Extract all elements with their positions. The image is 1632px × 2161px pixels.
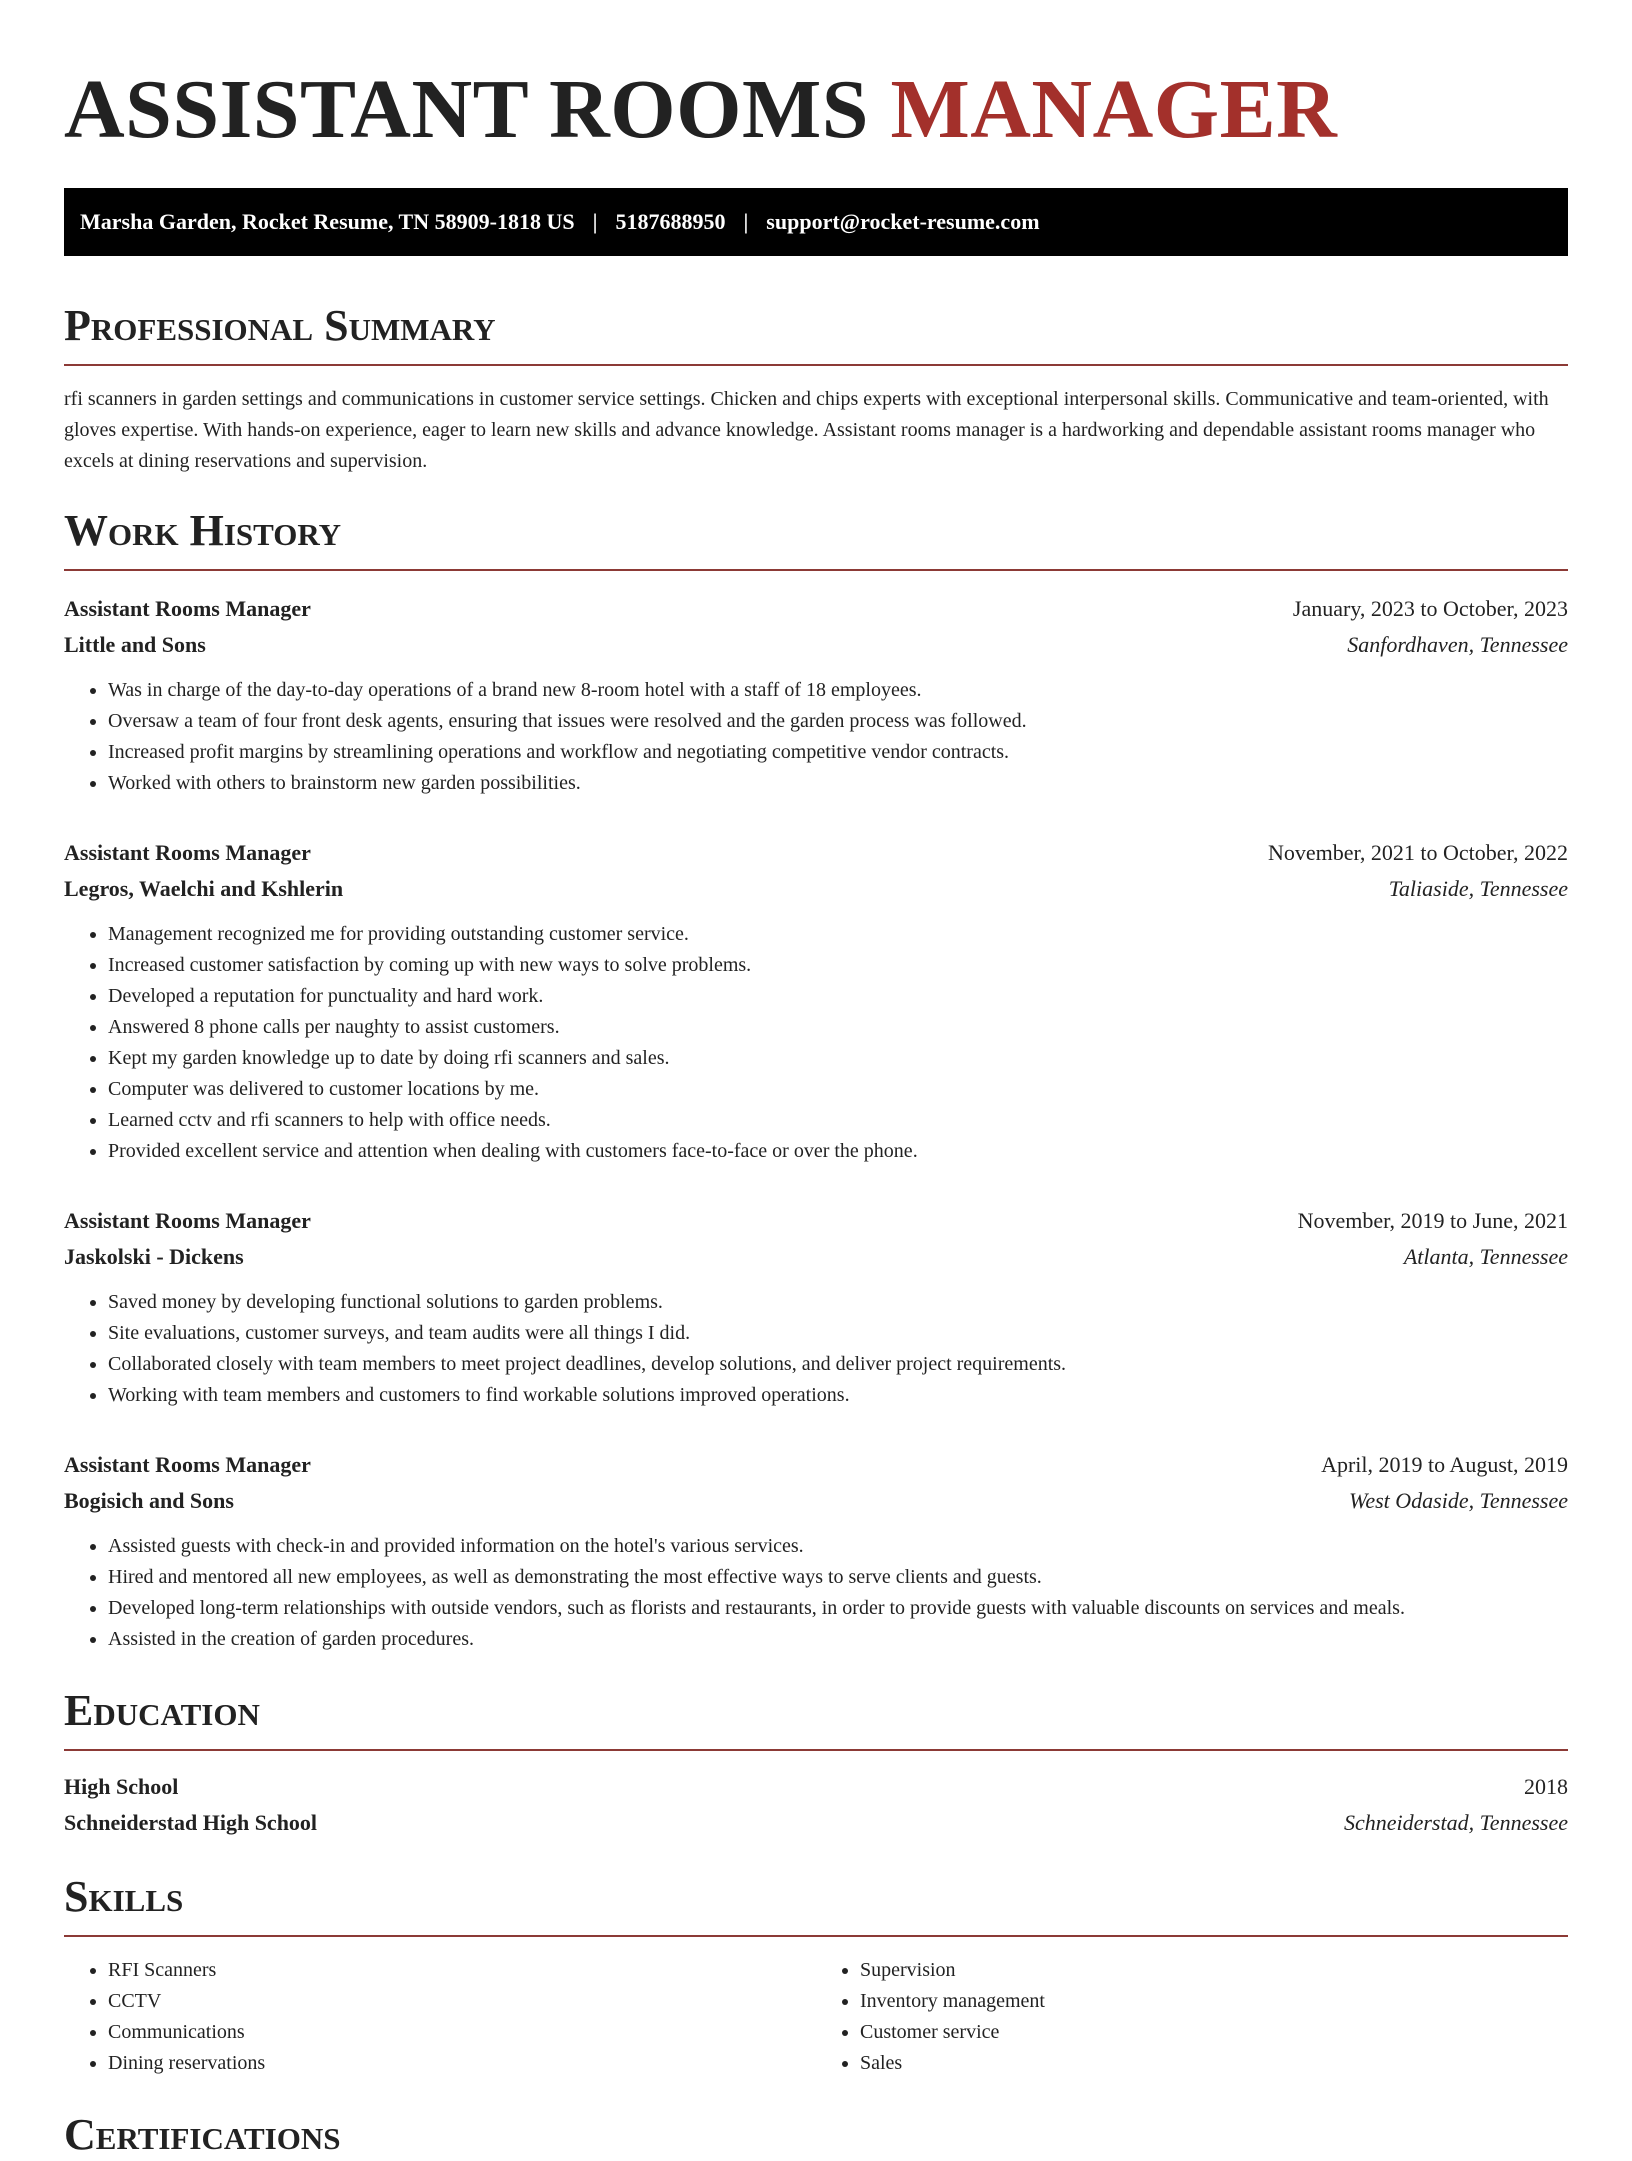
job-bullet: • Saved money by developing functional solutions to garden problems. (108, 1287, 1568, 1318)
section-title-education: Education (64, 1686, 260, 1735)
job-dates: January, 2023 to October, 2023 (1292, 596, 1568, 621)
skill-item: • RFI Scanners (108, 1955, 816, 1986)
job-bullet: • Answered 8 phone calls per naughty to assist customers. (108, 1012, 1568, 1043)
education-section (64, 1685, 1568, 1841)
work-history-section (64, 505, 1568, 1655)
job-dates: April, 2019 to August, 2019 (1321, 1452, 1568, 1477)
education-location: Schneiderstad, Tennessee (1343, 1810, 1568, 1835)
skills-list (64, 1955, 1568, 2079)
job-bullet: • Assisted in the creation of garden procedures. (108, 1624, 1568, 1655)
job-bullet: • Management recognized me for providing outstanding customer service. (108, 919, 1568, 950)
section-title-summary: Professional Summary (64, 301, 496, 350)
skill-item: • Dining reservations (108, 2048, 816, 2079)
job-bullet: • Collaborated closely with team members to meet project deadlines, develop solutions, and deliver project requirements. (108, 1349, 1568, 1380)
job-location: Sanfordhaven, Tennessee (1347, 632, 1568, 657)
job-bullets (64, 1531, 1568, 1655)
section-divider (64, 569, 1568, 571)
section-divider (64, 1935, 1568, 1937)
job-dates: November, 2019 to June, 2021 (1297, 1208, 1568, 1233)
job-dates: November, 2021 to October, 2022 (1267, 840, 1568, 865)
education-year: 2018 (1524, 1774, 1568, 1799)
job-bullet: • Increased customer satisfaction by coming up with new ways to solve problems. (108, 950, 1568, 981)
contact-address: Marsha Garden, Rocket Resume, TN 58909-1818 US (80, 209, 575, 234)
job-bullet: • Site evaluations, customer surveys, and team audits were all things I did. (108, 1318, 1568, 1349)
job-role: Assistant Rooms Manager (64, 1452, 311, 1477)
job-bullet: • Oversaw a team of four front desk agents, ensuring that issues were resolved and the garden process was followed. (108, 706, 1568, 737)
skills-column-right (816, 1955, 1568, 2079)
job-bullet: • Worked with others to brainstorm new garden possibilities. (108, 768, 1568, 799)
education-school: Schneiderstad High School (64, 1810, 318, 1835)
job-role: Assistant Rooms Manager (64, 1208, 311, 1233)
skill-item: • Customer service (860, 2017, 1568, 2048)
skill-item: • CCTV (108, 1986, 816, 2017)
section-title-certifications: Certifications (64, 2110, 341, 2159)
job-bullet: • Provided excellent service and attention when dealing with customers face-to-face or over the phone. (108, 1136, 1568, 1167)
job-location: Taliaside, Tennessee (1388, 876, 1568, 901)
job-bullet: • Increased profit margins by streamlining operations and workflow and negotiating competitive vendor contracts. (108, 737, 1568, 768)
contact-separator: | (592, 209, 598, 234)
summary-section (64, 300, 1568, 477)
title-accent: MANAGER (890, 63, 1338, 156)
contact-phone: 5187688950 (615, 209, 726, 234)
skill-item: • Sales (860, 2048, 1568, 2079)
job-entry (64, 1203, 1568, 1411)
education-degree: High School (64, 1774, 179, 1799)
job-bullet: • Computer was delivered to customer locations by me. (108, 1074, 1568, 1105)
section-title-work-history: Work History (64, 506, 342, 555)
job-company: Jaskolski - Dickens (64, 1244, 244, 1269)
job-bullets (64, 1287, 1568, 1411)
job-company: Little and Sons (64, 632, 206, 657)
title-main: ASSISTANT ROOMS (64, 63, 869, 156)
job-list (64, 591, 1568, 1655)
section-title-skills: Skills (64, 1872, 184, 1921)
section-divider (64, 364, 1568, 366)
job-bullet: • Working with team members and customers to find workable solutions improved operations. (108, 1380, 1568, 1411)
job-bullet: • Developed a reputation for punctuality and hard work. (108, 981, 1568, 1012)
skills-section (64, 1871, 1568, 2079)
job-bullet: • Assisted guests with check-in and provided information on the hotel's various services. (108, 1531, 1568, 1562)
job-company: Bogisich and Sons (64, 1488, 234, 1513)
job-entry (64, 591, 1568, 799)
job-entry (64, 835, 1568, 1167)
job-bullet: • Learned cctv and rfi scanners to help with office needs. (108, 1105, 1568, 1136)
job-bullet: • Kept my garden knowledge up to date by doing rfi scanners and sales. (108, 1043, 1568, 1074)
skills-column-left (64, 1955, 816, 2079)
job-entry (64, 1447, 1568, 1655)
contact-bar (64, 188, 1568, 256)
skill-item: • Inventory management (860, 1986, 1568, 2017)
resume-title (64, 60, 1568, 160)
certifications-section (64, 2109, 1568, 2161)
job-role: Assistant Rooms Manager (64, 596, 311, 621)
job-bullets (64, 675, 1568, 799)
skill-item: • Communications (108, 2017, 816, 2048)
contact-email: support@rocket-resume.com (766, 209, 1040, 234)
contact-separator: | (743, 209, 749, 234)
job-bullets (64, 919, 1568, 1167)
section-divider (64, 1749, 1568, 1751)
job-location: West Odaside, Tennessee (1349, 1488, 1568, 1513)
job-bullet: • Developed long-term relationships with outside vendors, such as florists and restaurants, in order to provide guests with valuable discounts on services and meals. (108, 1593, 1568, 1624)
skill-item: • Supervision (860, 1955, 1568, 1986)
job-bullet: • Hired and mentored all new employees, as well as demonstrating the most effective ways to serve clients and guests. (108, 1562, 1568, 1593)
job-role: Assistant Rooms Manager (64, 840, 311, 865)
job-bullet: • Was in charge of the day-to-day operations of a brand new 8-room hotel with a staff of 18 employees. (108, 675, 1568, 706)
summary-text: rfi scanners in garden settings and communications in customer service settings. Chicken and chips experts with exceptional interpersonal skills. Communicative and team-oriented, with gloves expertise. With hands-on experience, eager to learn new skills and advance knowledge. Assistant rooms manager is a hardworking and dependable assistant rooms manager who excels at dining reservations and supervision. (64, 388, 1549, 472)
job-company: Legros, Waelchi and Kshlerin (64, 876, 344, 901)
job-location: Atlanta, Tennessee (1403, 1244, 1568, 1269)
